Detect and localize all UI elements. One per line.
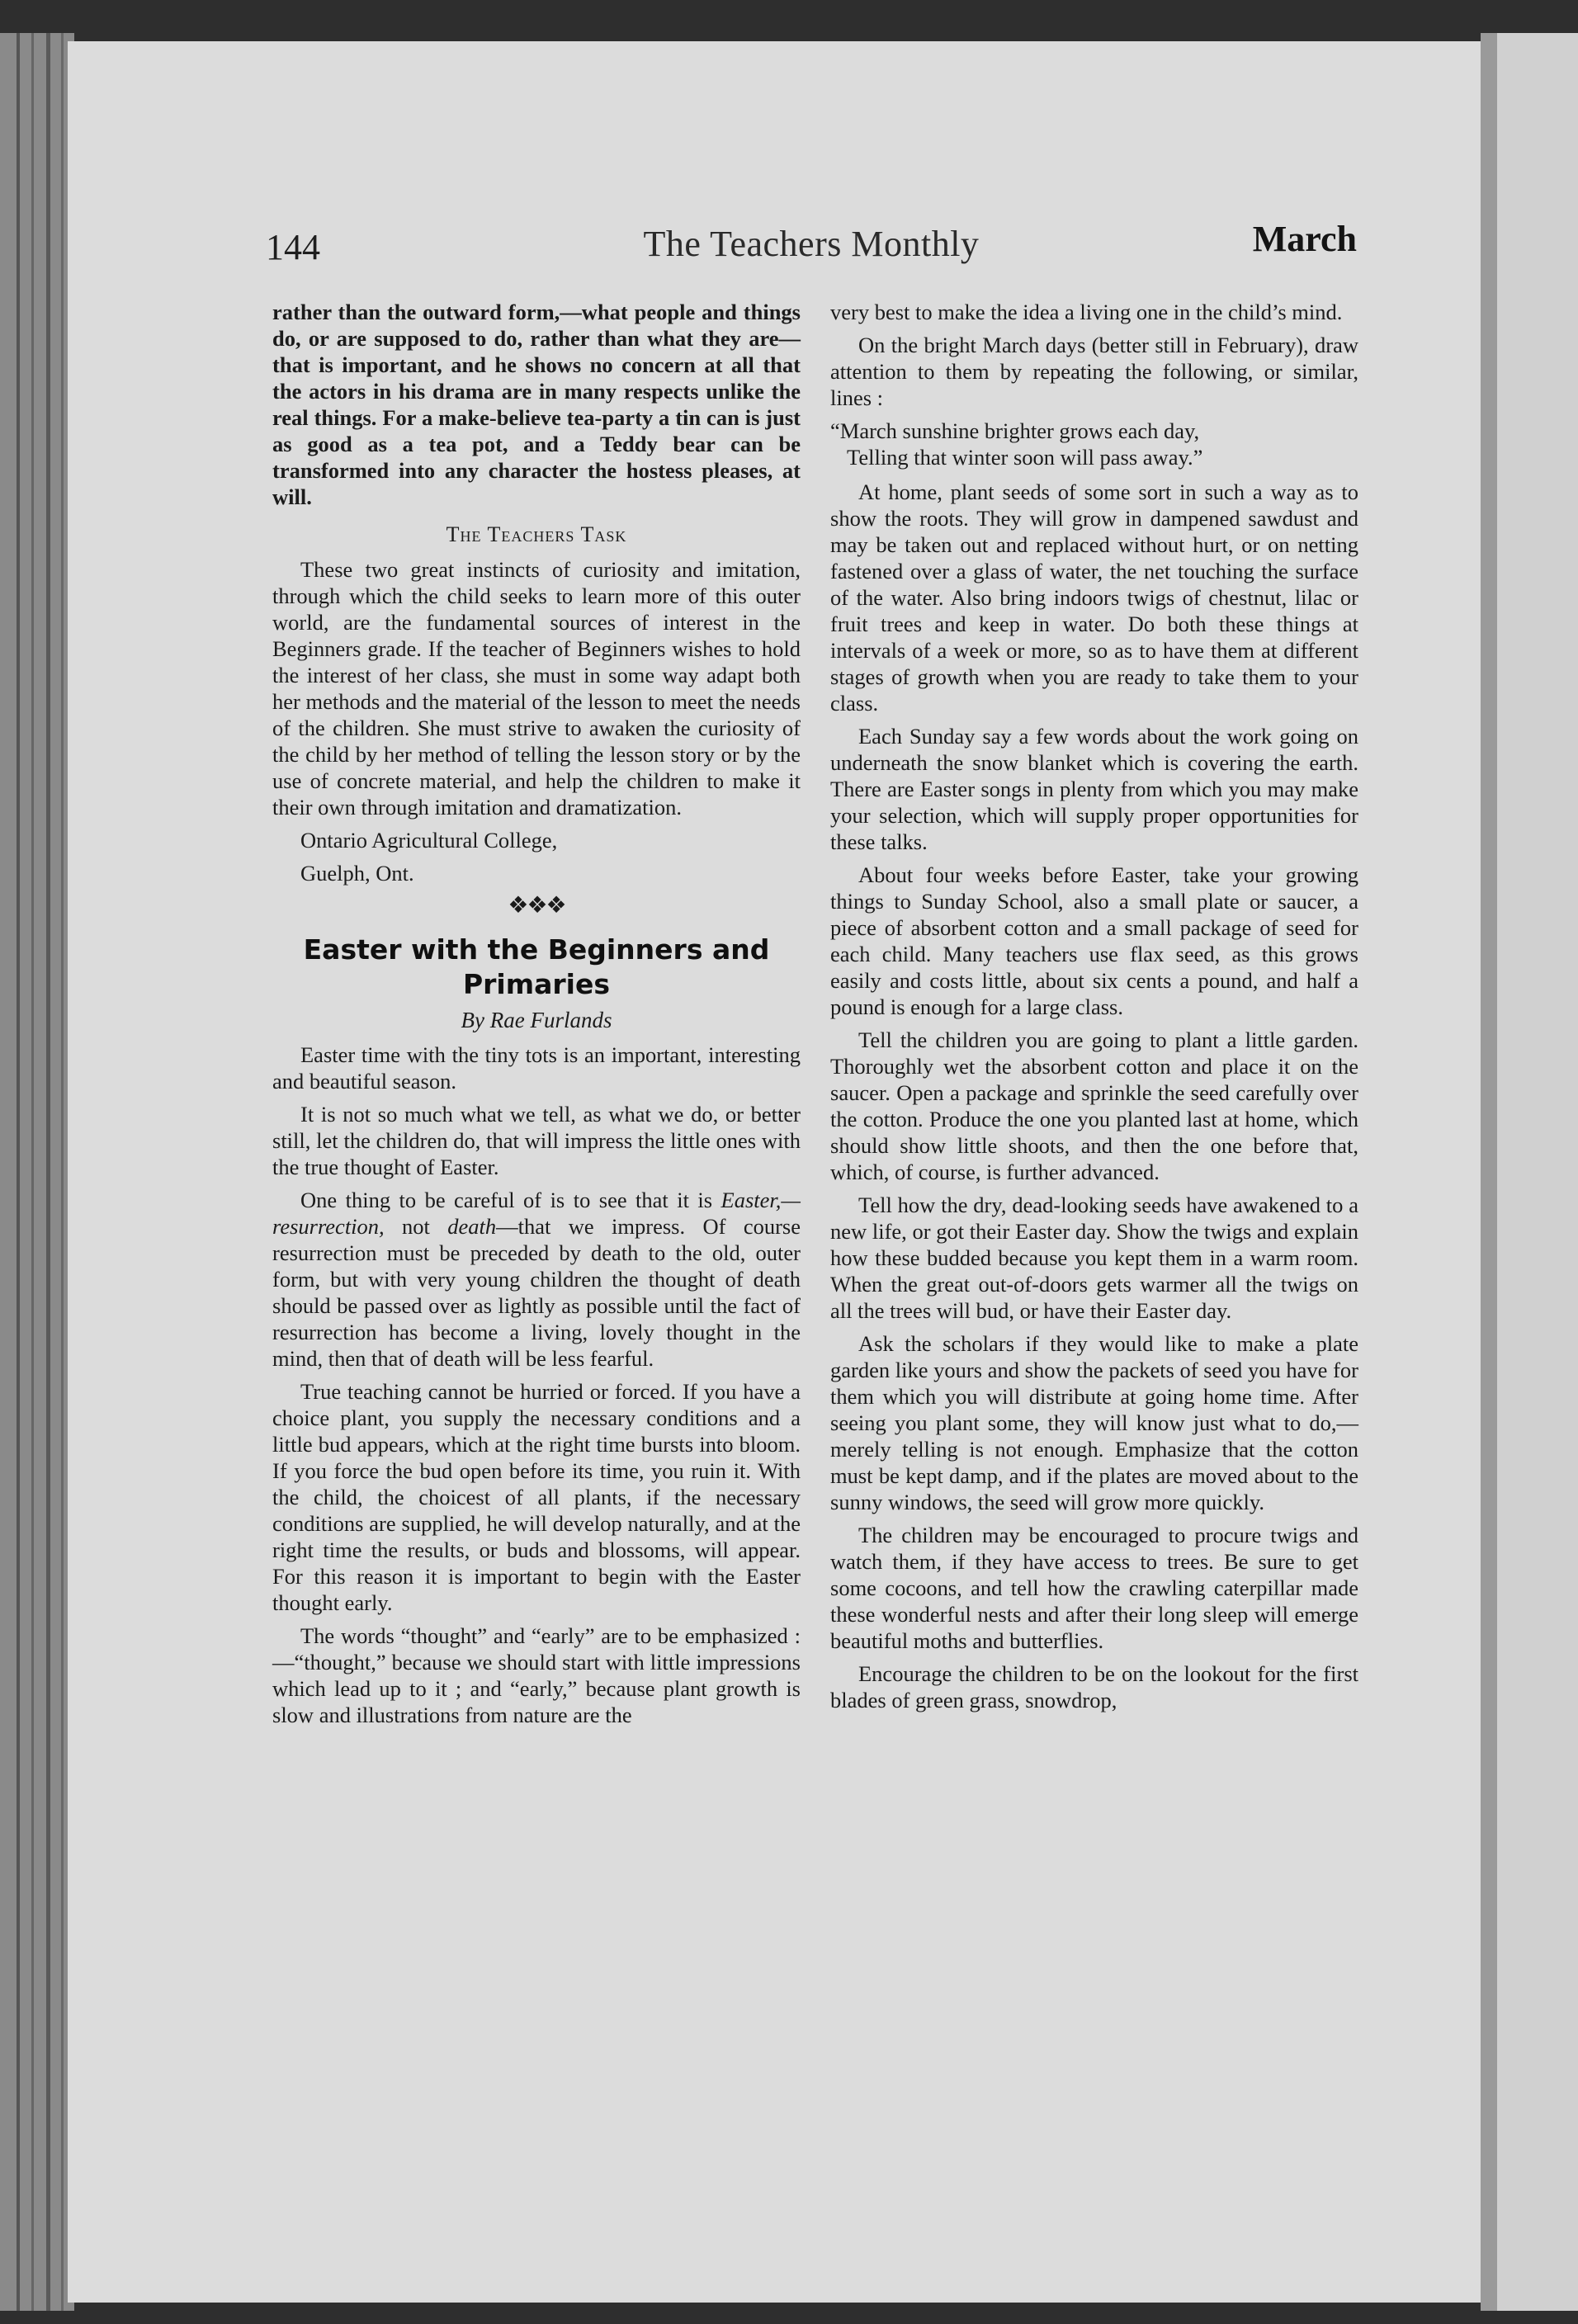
- right-column: [830, 299, 1358, 1720]
- paragraph: At home, plant seeds of some sort in such a way as to show the roots. They will grow in dampened sawdust and may be taken out and replaced without hurt, or on netting fastened over a glass of water, the net touching the surface of the water. Also bring indoors twigs of chestnut, lilac or fruit trees and keep in water. Do both these things at intervals of a week or more, so as to have them at different stages of growth when you are ready to take them to your class.: [830, 479, 1358, 716]
- paragraph: The words “thought” and “early” are to be emphasized :—“thought,” because we should start with little impressions which lead up to it ; and “early,” because plant growth is slow and illustrations from nature are the: [272, 1623, 801, 1727]
- paragraph: These two great instincts of curiosity and imitation, through which the child seeks to learn more of this outer world, are the fundamental sources of interest in the Beginners grade. If the teacher of Beginners wishes to hold the interest of her class, she must in some way adapt both her methods and the material of the lesson to meet the needs of the children. She must strive to awaken the curiosity of the child by her method of telling the lesson story or by the use of concrete material, and help the children to make it their own through imitation and dramatization.: [272, 557, 801, 820]
- byline: By Rae Furlands: [461, 1008, 612, 1032]
- running-title: The Teachers Monthly: [643, 224, 980, 264]
- signature-line: Ontario Agricultural College,: [300, 828, 558, 853]
- left-column: [272, 299, 801, 1735]
- paragraph: Ask the scholars if they would like to make a plate garden like yours and show the packets of seed you have for them which you will distribute at going home time. After seeing you plant some, they will know just what to do,—merely telling is not enough. Emphasize that the cotton must be kept damp, and if the plates are moved about to the sunny windows, the seed will grow more quickly.: [830, 1331, 1358, 1514]
- text-run: —that we impress. Of course resurrection must be preceded by death to the old, outer form, but with very young children the thought of death should be passed over as lightly as possible until the fact of resurrection has become a living, lovely thought in the mind, then that of death will be less fearful.: [272, 1214, 801, 1371]
- paragraph: Encourage the children to be on the lookout for the first blades of green grass, snowdrop,: [830, 1661, 1358, 1712]
- paragraph: rather than the outward form,—what people and things do, or are supposed to do, rather than what they are—that is important, and he shows no concern at all that the actors in his drama are in many respects unlike the real things. For a make-believe tea-party a tin can is just as good as a tea pot, and a Teddy bear can be transformed into any character the hostess pleases, at will.: [272, 300, 801, 509]
- poem-line: “March sunshine brighter grows each day,: [830, 418, 1200, 443]
- header-month: March: [1252, 219, 1357, 259]
- ornament-divider: ❖❖❖: [508, 893, 565, 919]
- paragraph: very best to make the idea a living one in the child’s mind.: [830, 300, 1343, 324]
- paragraph: On the bright March days (better still in February), draw attention to them by repeating the following, or similar, lines :: [830, 333, 1358, 410]
- page-header: [266, 213, 1357, 279]
- paragraph: Tell the children you are going to plant a little garden. Thoroughly wet the absorbent cotton and place it on the saucer. Open a package and sprinkle the seed carefully over the cotton. Produce the one you planted last at home, which should show little shoots, and then the one before that, which, of course, is further advanced.: [830, 1027, 1358, 1184]
- paragraph: Each Sunday say a few words about the work going on underneath the snow blanket which is covering the earth. There are Easter songs in plenty from which you may make your selection, which will supply proper opportunities for these talks.: [830, 724, 1358, 854]
- poem-line: Telling that winter soon will pass away.”: [847, 445, 1203, 470]
- text-run: One thing to be careful of is to see that it is: [300, 1188, 721, 1212]
- paragraph: Easter time with the tiny tots is an important, interesting and beautiful season.: [272, 1042, 801, 1094]
- paragraph: It is not so much what we tell, as what we do, or better still, let the children do, that will impress the little ones with the true thought of Easter.: [272, 1102, 801, 1179]
- italic-text: death: [447, 1214, 497, 1239]
- text-run: not: [384, 1214, 448, 1239]
- italic-text: Easter,—resurrection,: [272, 1188, 801, 1239]
- paragraph: Tell how the dry, dead-looking seeds have awakened to a new life, or got their Easter day. Show the twigs and explain how these budded because you kept them in a warm room. When the great out-of-doors gets warmer all the twigs on all the trees will bud, or have their Easter day.: [830, 1193, 1358, 1323]
- section-heading: The Teachers Task: [446, 522, 627, 546]
- article-title: Easter with the Beginners and Primaries: [303, 933, 770, 1000]
- paragraph: About four weeks before Easter, take your growing things to Sunday School, also a small plate or saucer, a piece of absorbent cotton and a small package of seed for each child. Many teachers use flax seed, as this grows easily and costs little, about six cents a pound, and half a pound is enough for a large class.: [830, 862, 1358, 1019]
- page-number: 144: [266, 227, 320, 267]
- poem: [830, 418, 1358, 470]
- signature-line: Guelph, Ont.: [300, 861, 414, 886]
- paragraph: The children may be encouraged to procure twigs and watch them, if they have access to trees. Be sure to get some cocoons, and tell how the crawling caterpillar made these wonderful nests and after their long sleep will emerge beautiful moths and butterflies.: [830, 1523, 1358, 1653]
- paragraph: [272, 1187, 801, 1372]
- paragraph: True teaching cannot be hurried or forced. If you have a choice plant, you supply the necessary conditions and a little bud appears, which at the right time bursts into bloom. If you force the bud open before its time, you ruin it. With the child, the choicest of all plants, if the necessary conditions are supplied, he will develop naturally, and at the right time the results, or buds and blossoms, will appear. For this reason it is important to begin with the Easter thought early.: [272, 1379, 801, 1615]
